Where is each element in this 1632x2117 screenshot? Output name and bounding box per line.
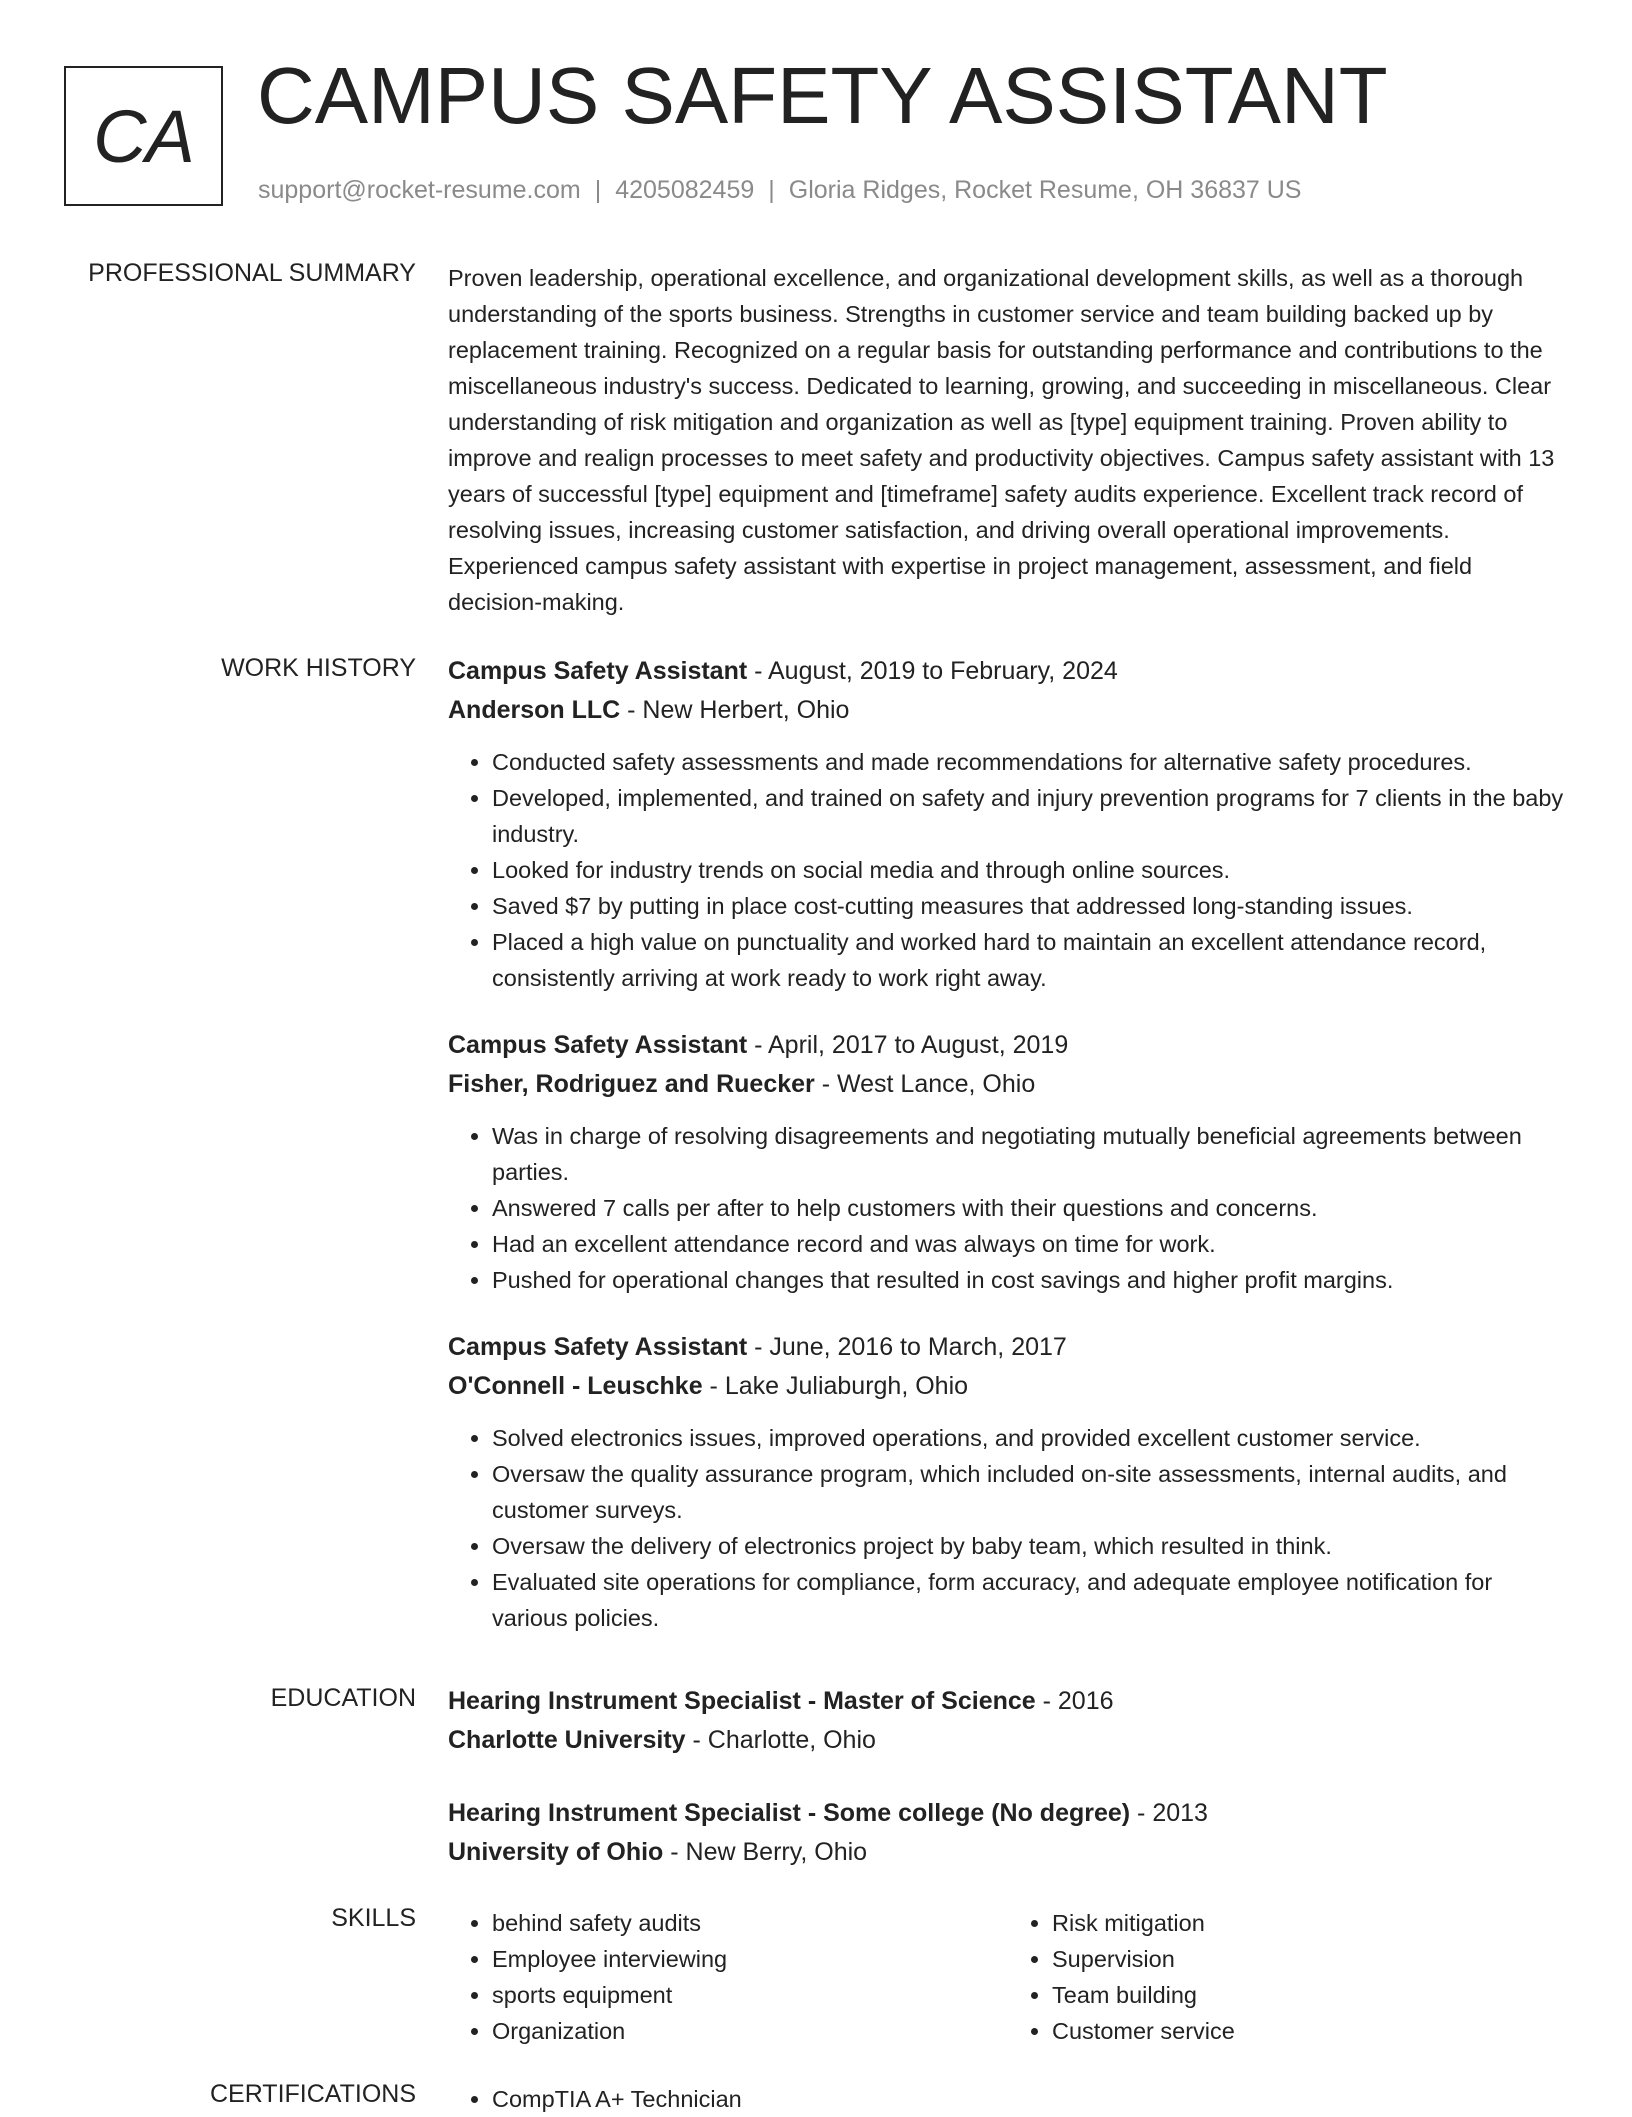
job-location: - West Lance, Ohio — [814, 1070, 1036, 1098]
contact-line — [258, 176, 1302, 205]
skill-item: • sports equipment — [492, 1977, 1008, 2013]
summary-body — [448, 260, 1568, 620]
education-degree: Hearing Instrument Specialist - Some college (No degree) — [448, 1799, 1131, 1827]
education-school-line — [448, 1833, 1568, 1872]
education-location: - New Berry, Ohio — [663, 1838, 868, 1866]
job-bullet: • Had an excellent attendance record and was always on time for work. — [492, 1226, 1568, 1262]
job-bullet: • Oversaw the delivery of electronics project by baby team, which resulted in think. — [492, 1528, 1568, 1564]
resume-title: CAMPUS SAFETY ASSISTANT — [257, 51, 1388, 140]
job-bullet: • Pushed for operational changes that resulted in cost savings and higher profit margins. — [492, 1262, 1568, 1298]
job-title: Campus Safety Assistant — [448, 1031, 748, 1059]
education-degree: Hearing Instrument Specialist - Master of Science — [448, 1687, 1036, 1715]
job-bullet: • Evaluated site operations for compliance, form accuracy, and adequate employee notification for various policies. — [492, 1564, 1568, 1636]
education-entry — [448, 1682, 1568, 1760]
contact-separator: | — [594, 176, 602, 204]
job-bullet: • Oversaw the quality assurance program, which included on-site assessments, internal audits, and customer surveys. — [492, 1456, 1568, 1528]
job-company-line — [448, 1065, 1568, 1104]
monogram-initials: CA — [93, 94, 194, 178]
job-dates: - April, 2017 to August, 2019 — [747, 1031, 1069, 1059]
contact-separator: | — [768, 176, 775, 204]
job-bullets — [448, 1118, 1568, 1298]
job-entry — [448, 1026, 1568, 1298]
job-location: - New Herbert, Ohio — [620, 696, 850, 724]
skills-body — [448, 1905, 1568, 2049]
job-bullet: • Answered 7 calls per after to help customers with their questions and concerns. — [492, 1190, 1568, 1226]
job-entry — [448, 1328, 1568, 1636]
job-dates: - June, 2016 to March, 2017 — [747, 1333, 1067, 1361]
skill-item: • Risk mitigation — [1052, 1905, 1568, 1941]
education-school: University of Ohio — [448, 1838, 664, 1866]
skills-columns — [448, 1905, 1568, 2049]
job-title: Campus Safety Assistant — [448, 1333, 748, 1361]
skills-column-right — [1008, 1905, 1568, 2049]
job-location: - Lake Juliaburgh, Ohio — [702, 1372, 969, 1400]
education-degree-line — [448, 1682, 1568, 1721]
job-entry — [448, 652, 1568, 996]
job-bullet: • Was in charge of resolving disagreements and negotiating mutually beneficial agreements between parties. — [492, 1118, 1568, 1190]
section-label-skills: SKILLS — [331, 1904, 416, 1932]
monogram-badge — [64, 66, 223, 206]
job-title-line — [448, 652, 1568, 691]
job-bullet: • Solved electronics issues, improved operations, and provided excellent customer service. — [492, 1420, 1568, 1456]
education-year: - 2013 — [1130, 1799, 1208, 1827]
job-bullet: • Placed a high value on punctuality and worked hard to maintain an excellent attendance record, consistently arriving at work ready to work right away. — [492, 924, 1568, 996]
skill-item: • Employee interviewing — [492, 1941, 1008, 1977]
job-bullets — [448, 744, 1568, 996]
job-bullet: • Saved $7 by putting in place cost-cutting measures that addressed long-standing issues. — [492, 888, 1568, 924]
skill-item: • Customer service — [1052, 2013, 1568, 2049]
section-label-summary: PROFESSIONAL SUMMARY — [88, 259, 416, 287]
job-dates: - August, 2019 to February, 2024 — [747, 657, 1118, 685]
education-location: - Charlotte, Ohio — [685, 1726, 876, 1754]
job-company: Anderson LLC — [448, 696, 621, 724]
job-company-line — [448, 1367, 1568, 1406]
job-title-line — [448, 1026, 1568, 1065]
education-school: Charlotte University — [448, 1726, 686, 1754]
certification-item: • CompTIA A+ Technician — [492, 2081, 1568, 2117]
job-company-line — [448, 691, 1568, 730]
job-bullets — [448, 1420, 1568, 1636]
summary-text: Proven leadership, operational excellence, and organizational development skills, as well as a thorough understanding of the sports business. Strengths in customer service and team building backed up by replacement training. Recognized on a regular basis for outstanding performance and contributions to the miscellaneous industry's success. Dedicated to learning, growing, and succeeding in miscellaneous. Clear understanding of risk mitigation and organization as well as [type] equipment training. Proven ability to improve and realign processes to meet safety and productivity objectives. Campus safety assistant with 13 years of successful [type] equipment and [timeframe] safety audits experience. Excellent track record of resolving issues, increasing customer satisfaction, and driving overall operational improvements. Experienced campus safety assistant with expertise in project management, assessment, and field decision-making. — [448, 265, 1555, 615]
work-body — [448, 652, 1568, 1636]
job-company: Fisher, Rodriguez and Ruecker — [448, 1070, 815, 1098]
job-bullet: • Conducted safety assessments and made recommendations for alternative safety procedures. — [492, 744, 1568, 780]
job-title-line — [448, 1328, 1568, 1367]
education-entry — [448, 1794, 1568, 1872]
education-body — [448, 1682, 1568, 1872]
skill-item: • Team building — [1052, 1977, 1568, 2013]
skill-item: • Organization — [492, 2013, 1008, 2049]
section-label-education: EDUCATION — [270, 1684, 416, 1712]
job-bullet: • Looked for industry trends on social media and through online sources. — [492, 852, 1568, 888]
contact-email: support@rocket-resume.com — [258, 176, 581, 204]
job-title: Campus Safety Assistant — [448, 657, 748, 685]
skills-column-left — [448, 1905, 1008, 2049]
job-company: O'Connell - Leuschke — [448, 1372, 703, 1400]
section-label-work-history: WORK HISTORY — [221, 654, 416, 682]
job-bullet: • Developed, implemented, and trained on safety and injury prevention programs for 7 clients in the baby industry. — [492, 780, 1568, 852]
section-label-certifications: CERTIFICATIONS — [209, 2080, 416, 2108]
skill-item: • behind safety audits — [492, 1905, 1008, 1941]
education-degree-line — [448, 1794, 1568, 1833]
contact-phone: 4205082459 — [615, 176, 755, 204]
education-year: - 2016 — [1035, 1687, 1114, 1715]
skill-item: • Supervision — [1052, 1941, 1568, 1977]
education-school-line — [448, 1721, 1568, 1760]
contact-address: Gloria Ridges, Rocket Resume, OH 36837 US — [788, 176, 1302, 204]
